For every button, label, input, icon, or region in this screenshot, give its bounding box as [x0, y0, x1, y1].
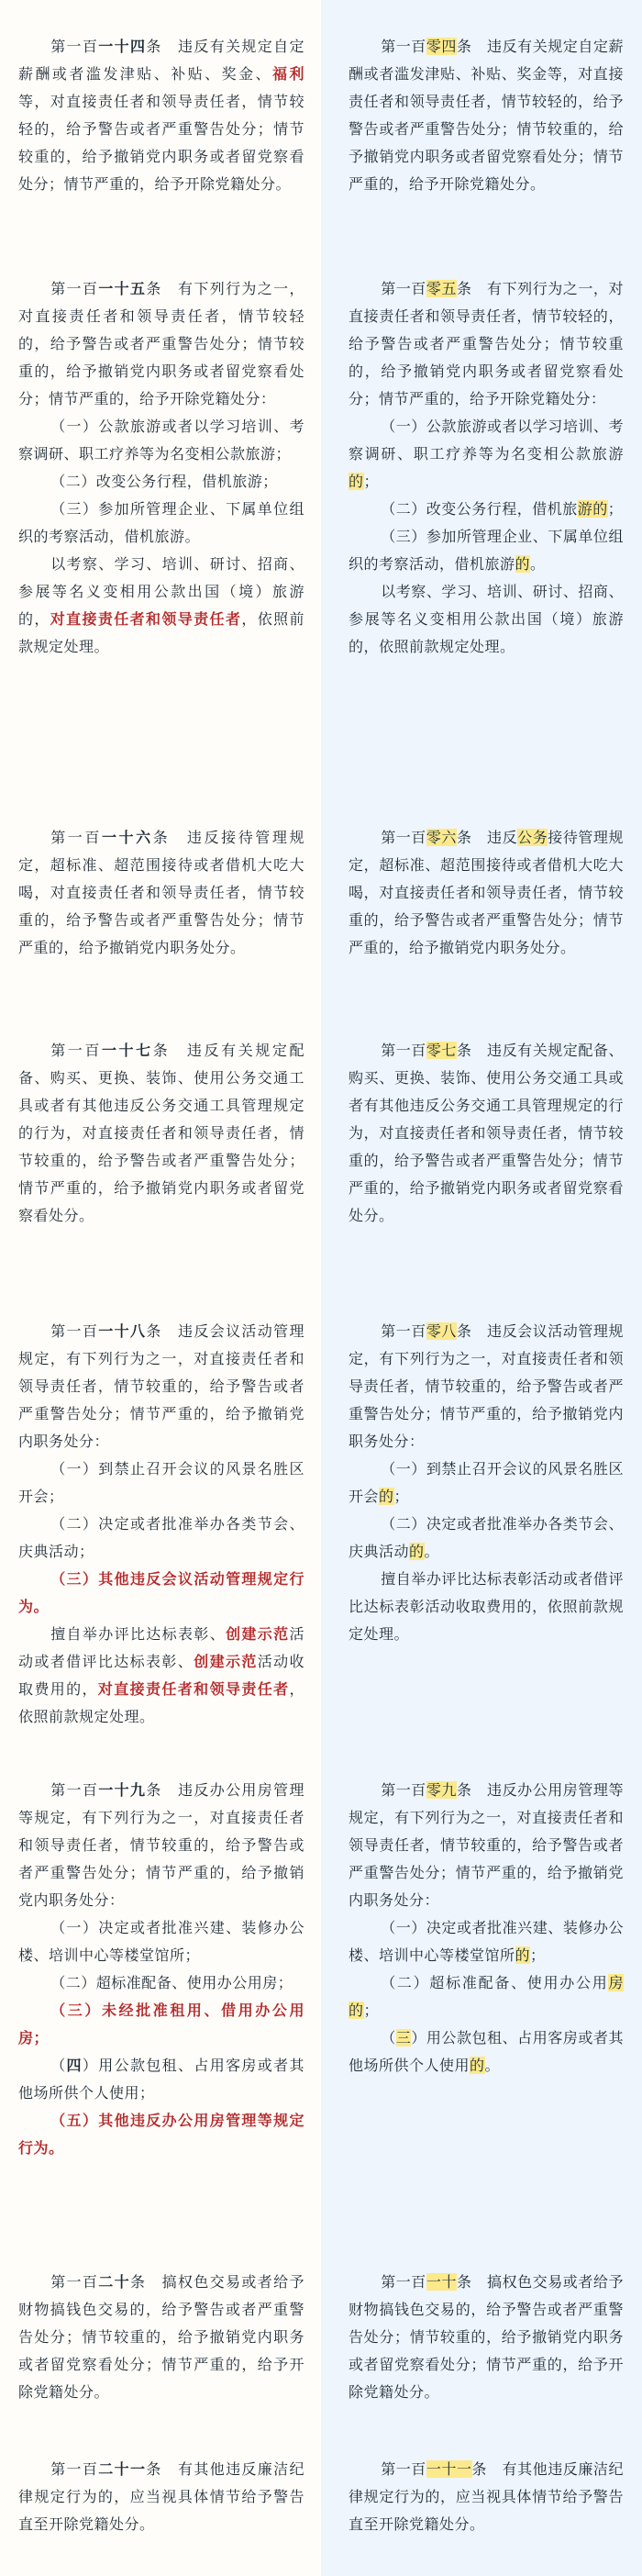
item-1: （一）到禁止召开会议的风景名胜区开会；: [18, 1460, 304, 1505]
paragraph-text: ，依照前款规定处理。: [18, 610, 304, 655]
article-body: 条 违反会议活动管理规定，有下列行为之一，对直接责任者和领导责任者，情节较重的，给予警告或者严重警告处分；情节严重的，给予撤销党内职务处分：: [349, 1322, 624, 1450]
article-106: [321, 824, 642, 962]
added-text: 对直接责任者和领导责任者: [50, 610, 242, 628]
paragraph-text: ，依照前款规定处理。: [18, 1680, 304, 1725]
changed-text: 游的: [577, 500, 608, 518]
paragraph-text: 擅自举办评比达标表彰、: [50, 1625, 227, 1643]
item-1: （一）决定或者批准兴建、装修办公楼、培训中心等楼堂馆所；: [18, 1919, 304, 1964]
item-text: （二）决定或者批准举办各类节会、庆典活动: [349, 1515, 624, 1560]
item-2: （二）超标准配备、使用办公用房；: [50, 1974, 293, 1991]
article-number-prefix: 第一百: [50, 1781, 99, 1799]
article-number-prefix: 第一百: [381, 1781, 426, 1799]
item-number: 四: [66, 2057, 83, 2074]
article-115-paragraph-2: [18, 551, 304, 661]
article-111: [321, 2456, 642, 2538]
article-118-paragraph-2: [18, 1621, 304, 1731]
changed-text: 的: [379, 1488, 394, 1505]
item-1: [349, 1455, 624, 1511]
article-104-text: [349, 33, 624, 198]
article-108-paragraph-2: 擅自举办评比达标表彰活动或者借评比达标表彰活动收取费用的，依照前款规定处理。: [349, 1570, 624, 1643]
article-body: 条 违反: [456, 829, 518, 846]
article-number: 零六: [426, 829, 457, 846]
article-115: [0, 275, 321, 661]
article-number: 一十六: [101, 829, 153, 846]
article-number-prefix: 第一百: [50, 1042, 102, 1059]
article-number-prefix: 第一百: [381, 2460, 426, 2478]
article-body: 条 违反办公用房管理等规定，有下列行为之一，对直接责任者和领导责任者，情节较重的，给予警告或者严重警告处分；情节严重的，给予撤销党内职务处分：: [18, 1781, 304, 1909]
item-text: ）用公款包租、占用客房或者其他场所供个人使用: [349, 2029, 624, 2074]
added-text: 创建示范: [226, 1625, 290, 1643]
item-1: [349, 413, 624, 496]
article-116-text: [18, 824, 304, 962]
article-number: 一十五: [98, 280, 147, 297]
article-number-prefix: 第一百: [381, 1042, 426, 1059]
article-number-prefix: 第一百: [50, 829, 102, 846]
item-text: （三）参加所管理企业、下属单位组织的考察活动，借机旅游: [349, 528, 624, 573]
article-114-text: [18, 33, 304, 198]
article-number: 一十: [426, 2273, 457, 2291]
item-text: ；: [363, 473, 380, 490]
article-107: [321, 1037, 642, 1230]
article-104: [321, 33, 642, 198]
article-body: 条 违反有关规定配备、购买、更换、装饰、使用公务交通工具或者有其他违反公务交通工具管理规定的行为，对直接责任者和领导责任者，情节较重的，给予警告或者严重警告处分；情节严重的，给予撤销党内职务或者留党察看处分。: [18, 1042, 304, 1224]
article-body: 条 有下列行为之一，对直接责任者和领导责任者，情节较轻的，给予警告或者严重警告处分；情节较重的，给予撤销党内职务或者留党察看处分；情节严重的，给予开除党籍处分：: [18, 280, 304, 407]
item-1: （一）公款旅游或者以学习培训、考察调研、职工疗养等为名变相公款旅游；: [18, 418, 304, 463]
article-109-text: [349, 1777, 624, 1914]
article-number: 零八: [426, 1322, 457, 1340]
article-121: [0, 2456, 321, 2538]
item-2: （二）改变公务行程，借机旅游；: [50, 473, 278, 490]
changed-text: 的: [515, 555, 531, 573]
article-number: 一十一: [426, 2460, 472, 2478]
item-text: 。: [530, 555, 546, 573]
article-number-prefix: 第一百: [50, 2460, 99, 2478]
article-number-prefix: 第一百: [381, 2273, 426, 2291]
item-text: （二）超标准配备、使用办公用: [381, 1974, 609, 1991]
item-text: ；: [363, 2002, 380, 2019]
article-body: 条 有其他违反廉洁纪律规定行为的，应当视具体情节给予警告直至开除党籍处分。: [349, 2460, 624, 2533]
article-105-text: [349, 275, 624, 413]
article-number: 一十九: [98, 1781, 147, 1799]
item-text: （一）到禁止召开会议的风景名胜区开会: [349, 1460, 624, 1505]
item-text: （二）改变公务行程，借机旅: [381, 500, 578, 518]
item-3-added: （三）其他违反会议活动管理规定行为。: [18, 1570, 304, 1615]
item-4: [18, 2052, 304, 2107]
article-number-prefix: 第一百: [50, 38, 99, 55]
item-text: 。: [484, 2057, 501, 2074]
paragraph-text: 以考察、学习、培训、研讨、招商、参展等名义变相用公款出国（境）旅游的，: [18, 555, 304, 628]
item-text: （一）决定或者批准兴建、装修办公楼、培训中心等楼堂馆所: [349, 1919, 624, 1964]
article-number: 零四: [426, 38, 457, 55]
article-number-prefix: 第一百: [381, 1322, 426, 1340]
article-number: 一十八: [98, 1322, 147, 1340]
article-number-prefix: 第一百: [50, 280, 99, 297]
article-116: [0, 824, 321, 962]
item-3-added: （三）未经批准租用、借用办公用房；: [18, 2002, 304, 2046]
old-version-column: [321, 0, 642, 2576]
article-body: 条 违反有关规定自定薪酬或者滥发津贴、补贴、奖金等，对直接责任者和领导责任者，情节较轻的，给予警告或者严重警告处分；情节较重的，给予撤销党内职务或者留党察看处分；情节严重的，给予开除党籍处分。: [349, 38, 624, 193]
article-number-prefix: 第一百: [381, 829, 426, 846]
item-2: （二）决定或者批准举办各类节会、庆典活动；: [18, 1515, 304, 1560]
article-108-text: [349, 1318, 624, 1455]
article-120: [0, 2269, 321, 2406]
article-number: 一十四: [98, 38, 147, 55]
article-number: 二十: [98, 2273, 130, 2291]
item-text: （: [381, 2029, 396, 2046]
article-118-text: [18, 1318, 304, 1455]
changed-text: 的: [515, 1946, 531, 1964]
item-2: [349, 1969, 624, 2024]
item-3: [349, 2024, 624, 2080]
article-number: 零七: [426, 1042, 457, 1059]
article-105: [321, 275, 642, 661]
article-121-text: [18, 2456, 304, 2538]
added-text: 对直接责任者和领导责任者: [97, 1680, 290, 1698]
article-body: 条 搞权色交易或者给予财物搞钱色交易的，给予警告或者严重警告处分；情节较重的，给予撤销党内职务或者留党察看处分；情节严重的，给予开除党籍处分。: [18, 2273, 304, 2401]
item-text: ；: [607, 500, 624, 518]
article-118: [0, 1318, 321, 1731]
article-body: 条 违反接待管理规定，超标准、超范围接待或者借机大吃大喝，对直接责任者和领导责任者，情节较重的，给予警告或者严重警告处分；情节严重的，给予撤销党内职务处分。: [18, 829, 304, 956]
changed-text: 房的: [349, 1974, 624, 2019]
article-body: 条 违反有关规定配备、购买、更换、装饰、使用公务交通工具或者有其他违反公务交通工具管理规定的行为，对直接责任者和领导责任者，情节较重的，给予警告或者严重警告处分；情节严重的，给予撤销党内职务或者留党察看处分。: [349, 1042, 624, 1224]
article-body: 条 有下列行为之一，对直接责任者和领导责任者，情节较轻的，给予警告或者严重警告处分；情节较重的，给予撤销党内职务或者留党察看处分；情节严重的，给予开除党籍处分：: [349, 280, 624, 407]
item-text: ；: [393, 1488, 410, 1505]
item-text: （一）公款旅游或者以学习培训、考察调研、职工疗养等为名变相公款旅游: [349, 418, 624, 463]
article-body: 条 违反办公用房管理等规定，有下列行为之一，对直接责任者和领导责任者，情节较重的，给予警告或者严重警告处分；情节严重的，给予撤销党内职务处分：: [349, 1781, 624, 1909]
article-109: [321, 1777, 642, 2080]
article-120-text: [18, 2269, 304, 2406]
article-110-text: [349, 2269, 624, 2406]
item-text: 。: [424, 1543, 440, 1560]
article-105-paragraph-2: 以考察、学习、培训、研讨、招商、参展等名义变相用公款出国（境）旅游的，依照前款规定处理。: [349, 583, 624, 655]
article-number: 一十七: [101, 1042, 153, 1059]
item-text: ；: [530, 1946, 546, 1964]
article-107-text: [349, 1037, 624, 1230]
article-body: 条 违反有关规定自定薪酬或者滥发津贴、补贴、奖金、: [18, 38, 304, 83]
article-110: [321, 2269, 642, 2406]
article-108: [321, 1318, 642, 1648]
added-text: 福利: [272, 65, 304, 83]
changed-text: 公务: [517, 829, 548, 846]
article-body: 条 违反会议活动管理规定，有下列行为之一，对直接责任者和领导责任者，情节较重的，给予警告或者严重警告处分；情节严重的，给予撤销党内职务处分：: [18, 1322, 304, 1450]
item-3: [349, 523, 624, 578]
article-body: 条 搞权色交易或者给予财物搞钱色交易的，给予警告或者严重警告处分；情节较重的，给予撤销党内职务或者留党察看处分；情节严重的，给予开除党籍处分。: [349, 2273, 624, 2401]
article-number: 零五: [426, 280, 457, 297]
article-111-text: [349, 2456, 624, 2538]
article-117-text: [18, 1037, 304, 1230]
article-number-prefix: 第一百: [381, 38, 426, 55]
article-114: [0, 33, 321, 198]
changed-text: 的: [409, 1543, 425, 1560]
article-117: [0, 1037, 321, 1230]
paragraph-text: 活动或者借评比达标表彰、: [18, 1625, 304, 1670]
article-119-text: [18, 1777, 304, 1914]
changed-text: 的: [349, 473, 364, 490]
changed-text: 三: [395, 2029, 412, 2046]
article-119: [0, 1777, 321, 2162]
item-text: ）用公款包租、占用客房或者其他场所供个人使用；: [18, 2057, 304, 2102]
item-5-added: （五）其他违反办公用房管理等规定行为。: [18, 2112, 304, 2157]
item-2: [349, 1511, 624, 1566]
item-3: （三）参加所管理企业、下属单位组织的考察活动，借机旅游。: [18, 500, 304, 545]
item-1: [349, 1914, 624, 1969]
article-number: 零九: [426, 1781, 457, 1799]
article-body: 接待管理规定，超标准、超范围接待或者借机大吃大喝，对直接责任者和领导责任者，情节较重的，给予警告或者严重警告处分；情节严重的，给予撤销党内职务处分。: [349, 829, 624, 956]
article-number: 二十一: [98, 2460, 147, 2478]
article-body: 等，对直接责任者和领导责任者，情节较轻的，给予警告或者严重警告处分；情节较重的，给予撤销党内职务或者留党察看处分；情节严重的，给予开除党籍处分。: [18, 93, 304, 193]
article-106-text: [349, 824, 624, 962]
changed-text: 的: [470, 2057, 485, 2074]
article-115-text: [18, 275, 304, 413]
paragraph-text: 活动收取费用的，: [18, 1653, 304, 1698]
article-number-prefix: 第一百: [50, 1322, 99, 1340]
item-2: [349, 496, 624, 523]
article-number-prefix: 第一百: [50, 2273, 99, 2291]
added-text: 创建示范: [194, 1653, 258, 1670]
article-body: 条 有其他违反廉洁纪律规定行为的，应当视具体情节给予警告直至开除党籍处分。: [18, 2460, 304, 2533]
item-text: （: [50, 2057, 67, 2074]
article-number-prefix: 第一百: [381, 280, 426, 297]
